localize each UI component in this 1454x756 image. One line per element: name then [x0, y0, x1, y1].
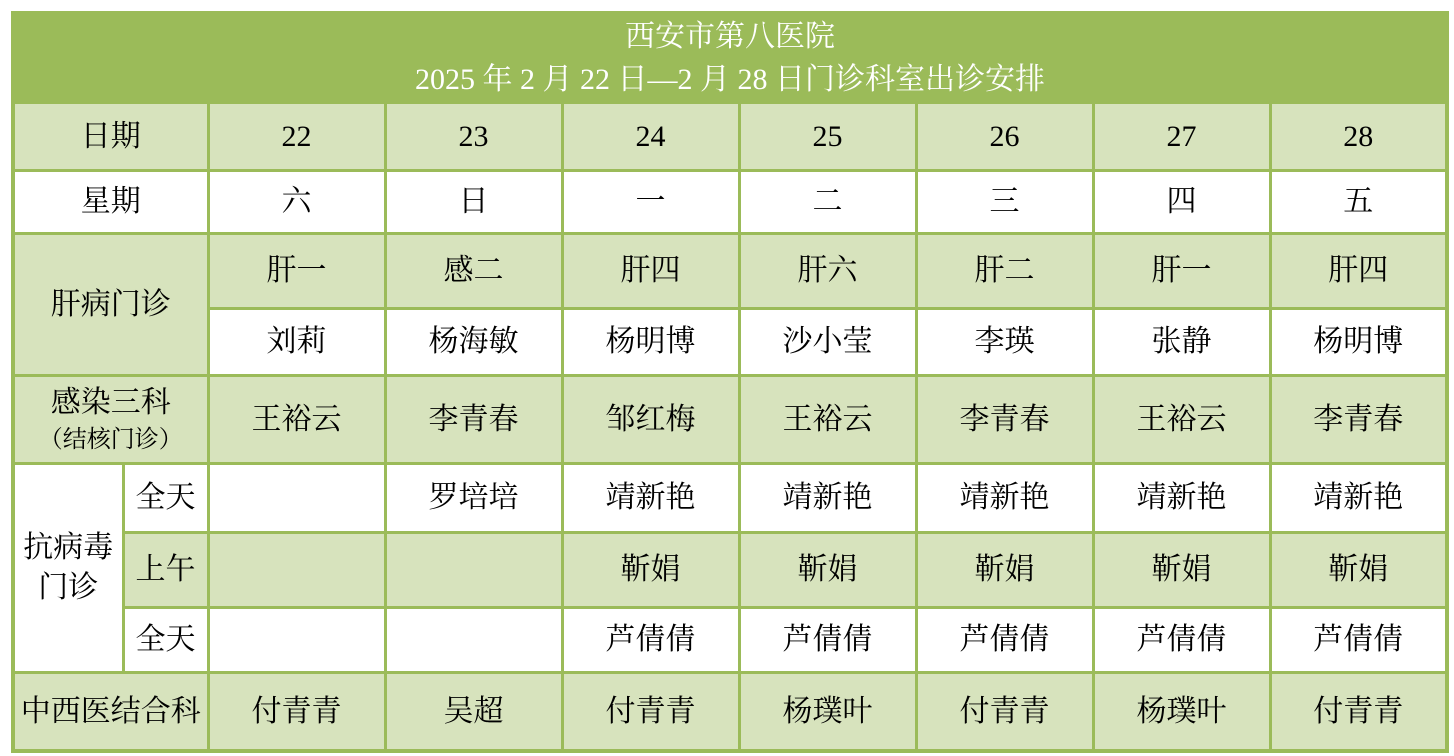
date-row-label: 日期 [13, 103, 208, 171]
doctor-cell: 靳娟 [916, 533, 1093, 608]
doctor-cell [208, 608, 385, 673]
doctor-cell [208, 533, 385, 608]
doctor-cell: 靳娟 [1093, 533, 1270, 608]
tcm-row [13, 673, 1447, 751]
doctor-cell: 沙小莹 [739, 309, 916, 376]
weekday-cell: 二 [739, 171, 916, 234]
tcm-dept-label: 中西医结合科 [13, 673, 208, 751]
clinic-cell: 感二 [385, 234, 562, 309]
period-label: 上午 [123, 533, 208, 608]
antiviral-dept-label [13, 464, 123, 673]
weekday-row [13, 171, 1447, 234]
clinic-cell: 肝一 [1093, 234, 1270, 309]
weekday-cell: 三 [916, 171, 1093, 234]
weekday-cell: 日 [385, 171, 562, 234]
doctor-cell: 付青青 [208, 673, 385, 751]
doctor-cell [385, 608, 562, 673]
weekday-row-label: 星期 [13, 171, 208, 234]
doctor-cell: 杨明博 [562, 309, 739, 376]
doctor-cell: 芦倩倩 [1093, 608, 1270, 673]
title-row [13, 13, 1447, 103]
antiviral-row-3 [13, 608, 1447, 673]
period-label: 全天 [123, 464, 208, 533]
date-cell: 23 [385, 103, 562, 171]
doctor-cell: 芦倩倩 [916, 608, 1093, 673]
liver-doctor-row [13, 309, 1447, 376]
date-cell: 27 [1093, 103, 1270, 171]
doctor-cell: 杨海敏 [385, 309, 562, 376]
period-label: 全天 [123, 608, 208, 673]
doctor-cell: 付青青 [562, 673, 739, 751]
doctor-cell: 李瑛 [916, 309, 1093, 376]
doctor-cell: 李青春 [385, 376, 562, 464]
clinic-cell: 肝二 [916, 234, 1093, 309]
antiviral-label-line1: 抗病毒 [23, 531, 114, 564]
weekday-cell: 四 [1093, 171, 1270, 234]
doctor-cell: 靖新艳 [1270, 464, 1447, 533]
doctor-cell: 杨璞叶 [739, 673, 916, 751]
doctor-cell: 李青春 [1270, 376, 1447, 464]
doctor-cell: 王裕云 [739, 376, 916, 464]
infection3-row [13, 376, 1447, 464]
schedule-period: 2025 年 2 月 22 日—2 月 28 日门诊科室出诊安排 [415, 63, 1046, 96]
doctor-cell: 芦倩倩 [739, 608, 916, 673]
date-cell: 25 [739, 103, 916, 171]
antiviral-label-line2: 门诊 [38, 571, 99, 604]
doctor-cell: 靖新艳 [916, 464, 1093, 533]
doctor-cell: 靖新艳 [1093, 464, 1270, 533]
antiviral-row-2 [13, 533, 1447, 608]
date-cell: 24 [562, 103, 739, 171]
doctor-cell: 靳娟 [739, 533, 916, 608]
antiviral-row-1 [13, 464, 1447, 533]
doctor-cell: 靖新艳 [739, 464, 916, 533]
doctor-cell: 吴超 [385, 673, 562, 751]
clinic-cell: 肝四 [1270, 234, 1447, 309]
date-row [13, 103, 1447, 171]
clinic-cell: 肝四 [562, 234, 739, 309]
doctor-cell: 邹红梅 [562, 376, 739, 464]
weekday-cell: 六 [208, 171, 385, 234]
schedule-table [11, 11, 1449, 753]
doctor-cell: 芦倩倩 [562, 608, 739, 673]
doctor-cell: 杨璞叶 [1093, 673, 1270, 751]
doctor-cell: 靖新艳 [562, 464, 739, 533]
date-cell: 22 [208, 103, 385, 171]
weekday-cell: 一 [562, 171, 739, 234]
doctor-cell: 付青青 [916, 673, 1093, 751]
clinic-cell: 肝一 [208, 234, 385, 309]
doctor-cell: 罗培培 [385, 464, 562, 533]
doctor-cell [385, 533, 562, 608]
doctor-cell: 靳娟 [1270, 533, 1447, 608]
doctor-cell: 付青青 [1270, 673, 1447, 751]
doctor-cell: 张静 [1093, 309, 1270, 376]
doctor-cell: 王裕云 [208, 376, 385, 464]
liver-dept-label: 肝病门诊 [13, 234, 208, 376]
date-cell: 28 [1270, 103, 1447, 171]
infection3-label-line1: 感染三科 [50, 385, 171, 419]
doctor-cell: 靳娟 [562, 533, 739, 608]
doctor-cell: 李青春 [916, 376, 1093, 464]
infection3-dept-label [13, 376, 208, 464]
doctor-cell: 杨明博 [1270, 309, 1447, 376]
doctor-cell: 刘莉 [208, 309, 385, 376]
doctor-cell: 芦倩倩 [1270, 608, 1447, 673]
clinic-cell: 肝六 [739, 234, 916, 309]
doctor-cell: 王裕云 [1093, 376, 1270, 464]
table-title [13, 13, 1447, 103]
liver-clinic-row [13, 234, 1447, 309]
infection3-label-line2: （结核门诊） [38, 426, 183, 453]
weekday-cell: 五 [1270, 171, 1447, 234]
hospital-name: 西安市第八医院 [625, 20, 836, 53]
date-cell: 26 [916, 103, 1093, 171]
doctor-cell [208, 464, 385, 533]
